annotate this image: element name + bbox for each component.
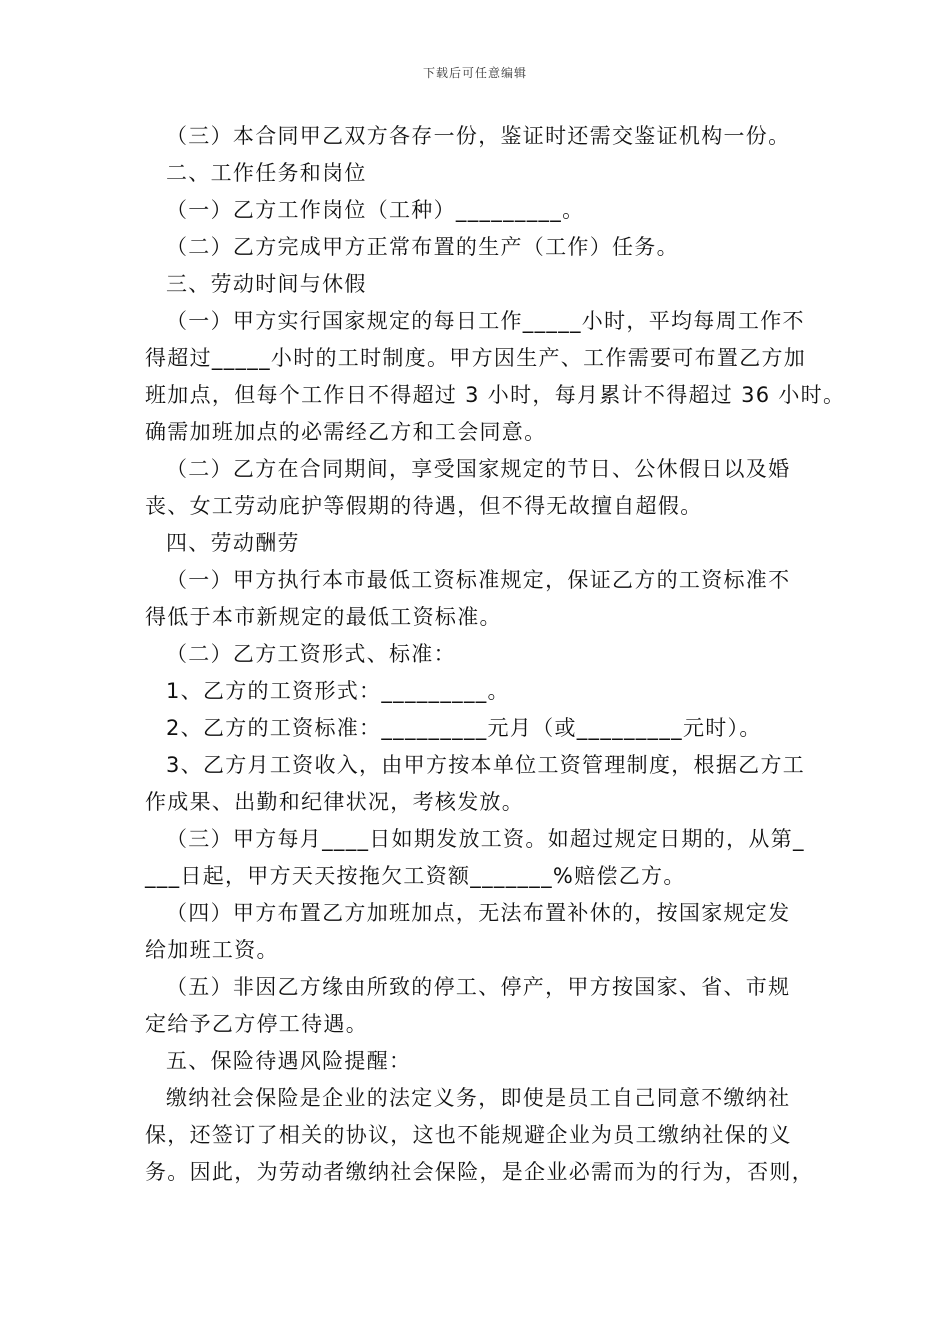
text-line: 作成果、出勤和纪律状况，考核发放。 [145, 790, 525, 814]
text-line: （一）甲方执行本市最低工资标准规定，保证乙方的工资标准不 [166, 568, 791, 592]
text-line: 务。因此，为劳动者缴纳社会保险，是企业必需而为的行为，否则， [145, 1160, 814, 1184]
text-line: 缴纳社会保险是企业的法定义务，即使是员工自己同意不缴纳社 [166, 1086, 791, 1110]
text-line: 2、乙方的工资标准：_________元月（或_________元时）。 [166, 716, 762, 740]
page-header: 下载后可任意编辑 [422, 66, 527, 80]
text-line: 保，还签订了相关的协议，这也不能规避企业为员工缴纳社保的义 [145, 1123, 792, 1147]
text-line: 3、乙方月工资收入，由甲方按本单位工资管理制度，根据乙方工 [166, 753, 806, 777]
text-line: （二）乙方工资形式、标准： [166, 642, 456, 666]
text-line: （四）甲方布置乙方加班加点，无法布置补休的，按国家规定发 [166, 901, 791, 925]
text-line: （三）本合同甲乙双方各存一份，鉴证时还需交鉴证机构一份。 [166, 124, 791, 148]
text-line: （一）乙方工作岗位（工种）_________。 [166, 198, 585, 222]
section-heading: 四、劳动酬劳 [166, 531, 300, 555]
text-line: 得低于本市新规定的最低工资标准。 [145, 605, 502, 629]
text-line: 1、乙方的工资形式：_________。 [166, 679, 510, 703]
section-heading: 五、保险待遇风险提醒： [166, 1049, 412, 1073]
text-line: （一）甲方实行国家规定的每日工作_____小时，平均每周工作不 [166, 309, 805, 333]
section-heading: 二、工作任务和岗位 [166, 161, 367, 185]
section-heading: 三、劳动时间与休假 [166, 272, 367, 296]
text-line: 给加班工资。 [145, 938, 279, 962]
text-line: （二）乙方完成甲方正常布置的生产（工作）任务。 [166, 235, 679, 259]
text-line: 丧、女工劳动庇护等假期的待遇，但不得无故擅自超假。 [145, 494, 703, 518]
text-line: 确需加班加点的必需经乙方和工会同意。 [145, 420, 547, 444]
text-line: （二）乙方在合同期间，享受国家规定的节日、公休假日以及婚 [166, 457, 791, 481]
text-line: 定给予乙方停工待遇。 [145, 1012, 368, 1036]
text-line: （五）非因乙方缘由所致的停工、停产，甲方按国家、省、市规 [166, 975, 791, 999]
text-line: （三）甲方每月____日如期发放工资。如超过规定日期的，从第_ [166, 827, 805, 851]
text-line: 得超过_____小时的工时制度。甲方因生产、工作需要可布置乙方加 [145, 346, 807, 370]
document-body [145, 118, 846, 1191]
text-line: 班加点，但每个工作日不得超过 3 小时，每月累计不得超过 36 小时。 [145, 383, 846, 407]
text-line: ___日起，甲方天天按拖欠工资额_______%赔偿乙方。 [145, 864, 686, 888]
